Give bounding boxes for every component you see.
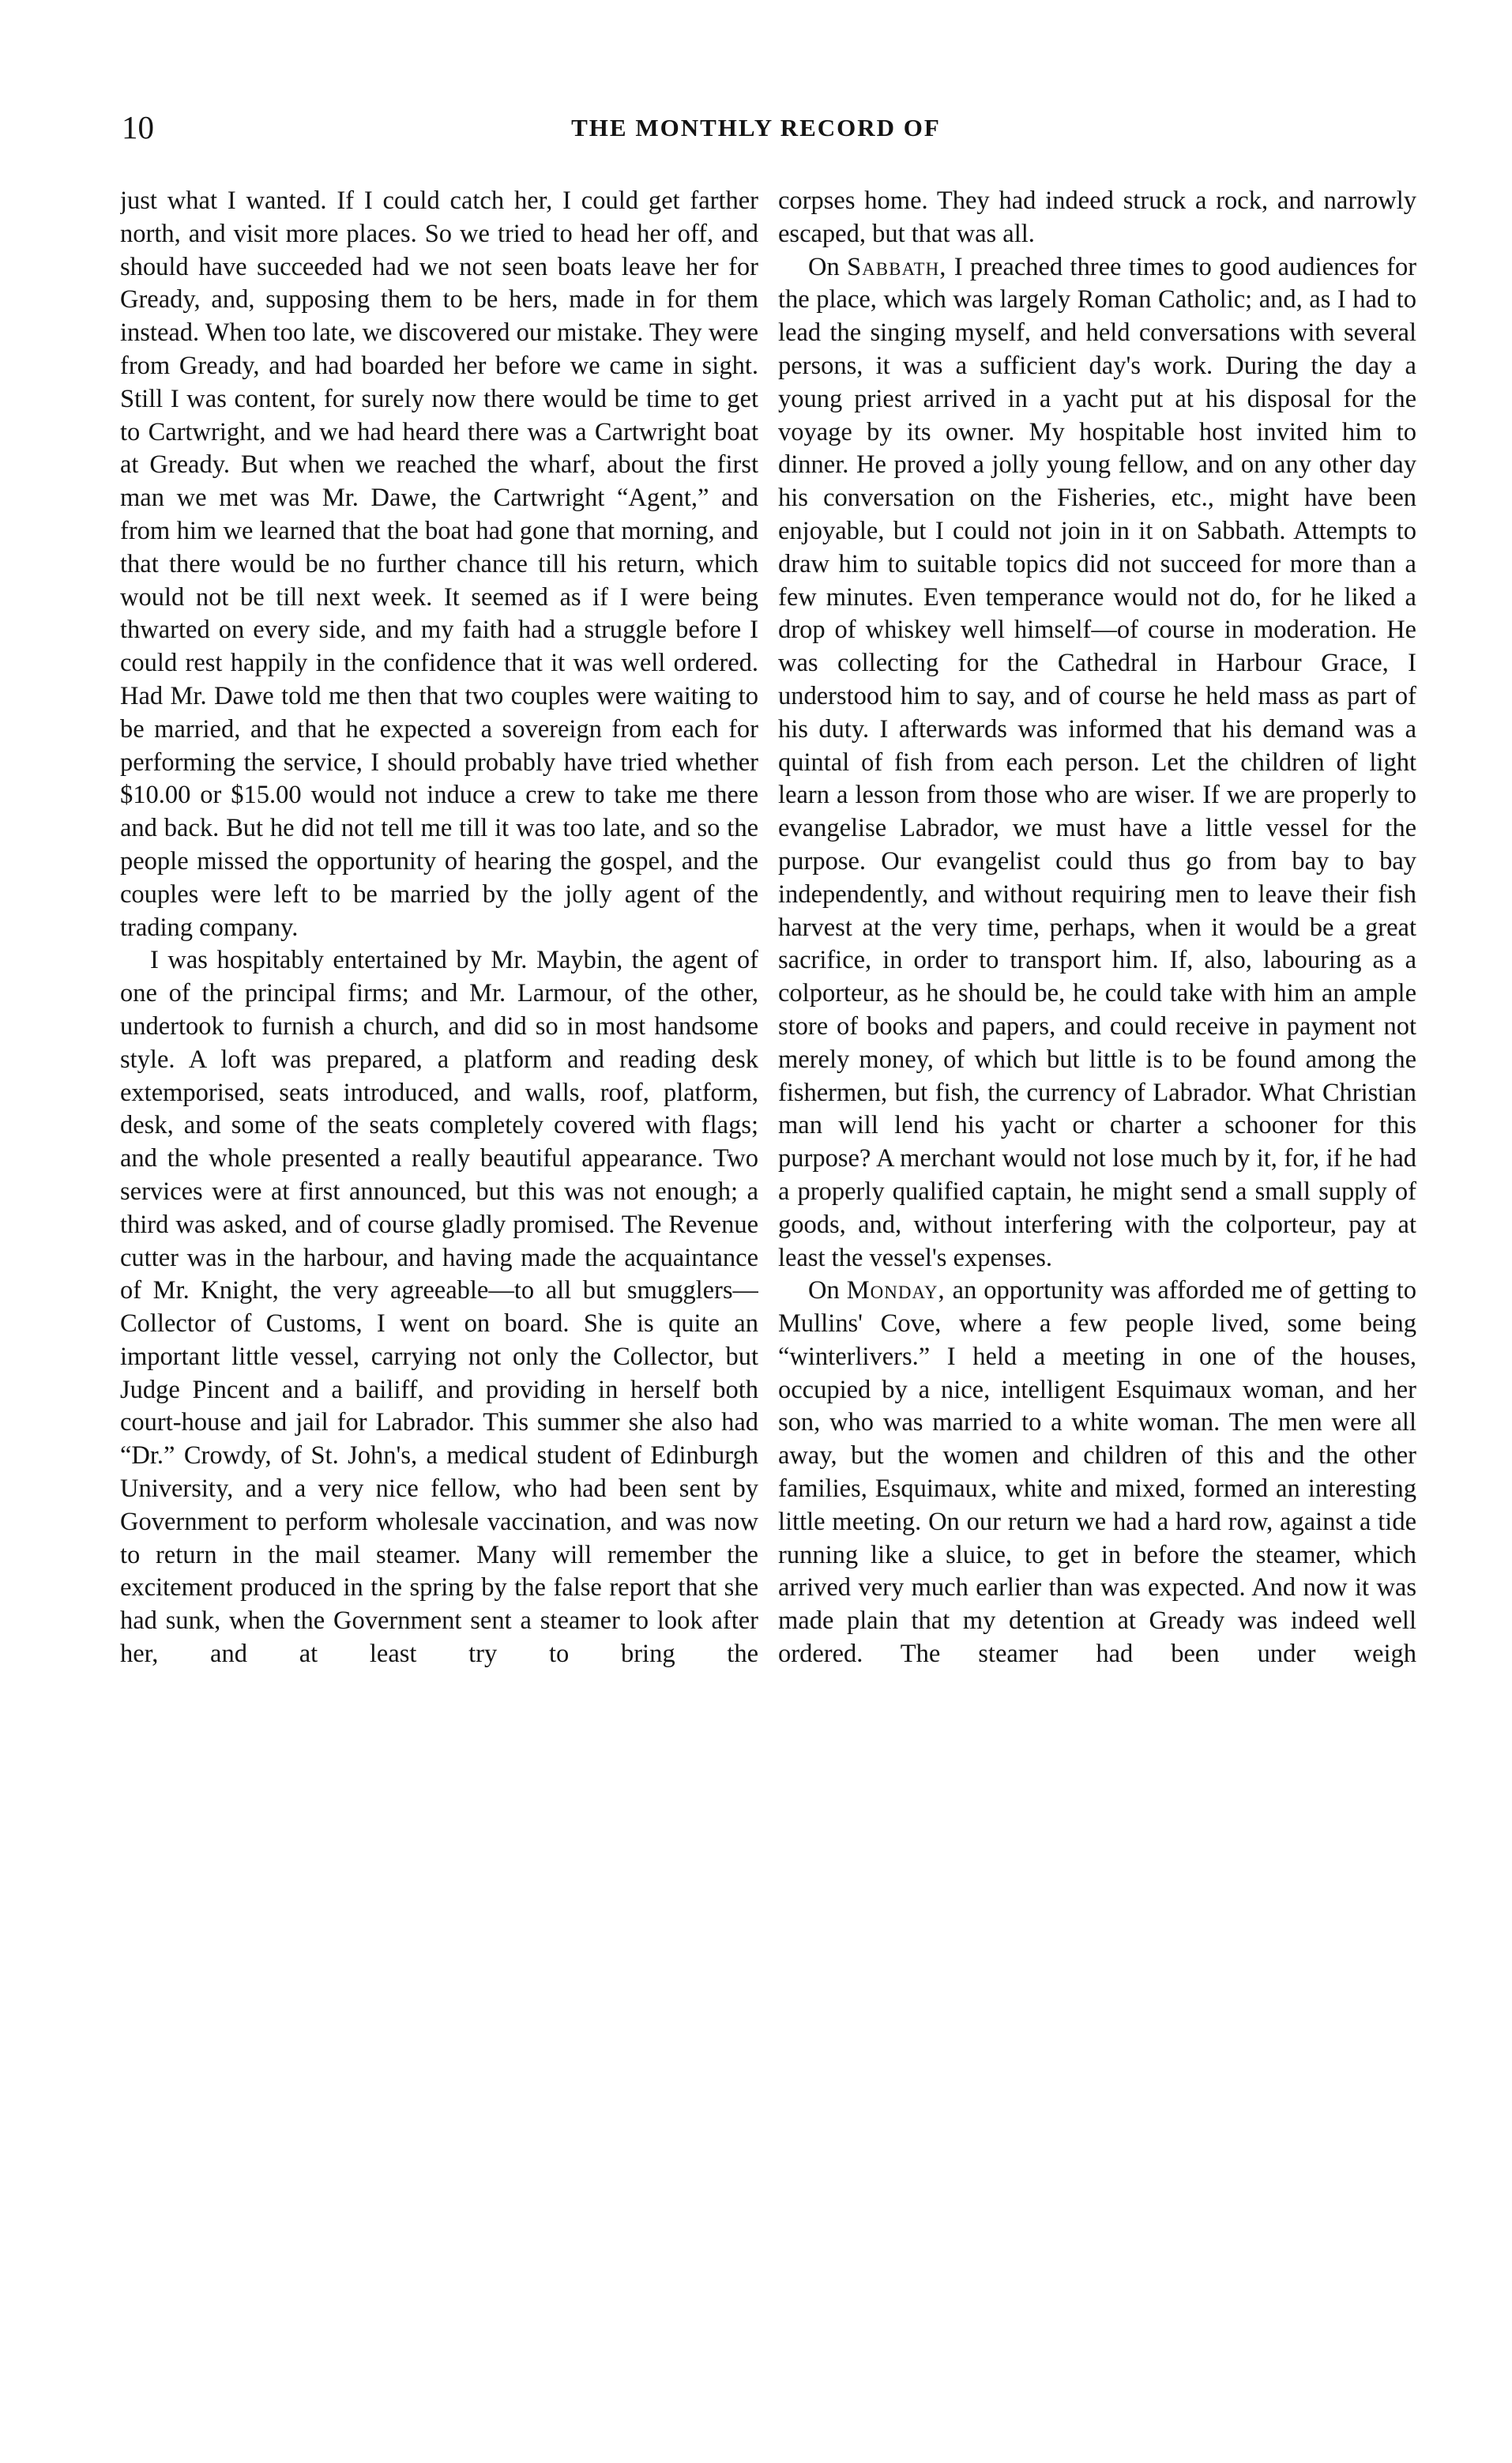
day-sabbath: Sabbath,: [847, 252, 947, 281]
paragraph-maybin: I was hospitably entertained by Mr. Maybin, the agent of one of the principal firms; and Mr. Larmour, of the other, undertook to furnish a church, and did so in most handsome style. A loft was prepared, a platform and reading desk extemporised, seats introduced, and walls, roof, platform, desk, and some of the seats completely covered with flags; and the whole presented a really beautiful appearance. Two services were at first announced, but this was not enough; a third was asked, and of course gladly promised. The Revenue cutter was in the harbour, and having made the acquaintance of Mr. Knight, the very agreeable—to all but smugglers—Collector of Customs, I went on board. She is quite an important little vessel, carrying not only the Collector, but Judge Pincent and a bailiff, and providing in herself both court-house and jail for Labrador. This summer she also had “Dr.” Crowdy, of St. John's, a medical student of Edinburgh University, and a very nice fellow, who had been sent by Government to perform wholesale vaccination, and was now to return in the mail steamer. Many will remember the excitement produced in the spring by the false report that she had sunk, when the Government sent a steamer to look after her, and at least try to bring the: [120, 946, 758, 1669]
day-monday: Monday,: [846, 1276, 946, 1305]
paragraph-sabbath-text: I preached three times to good audiences for the place, which was largely Roman Catholic; and, as I had to lead the singing myself, and held conversations with several persons, it was a sufficient day's work. During the day a young priest arrived in a yacht put at his disposal for the voyage by its owner. My hospitable host invited him to dinner. He proved a jolly young fellow, and on any other day his conversation on the Fisheries, etc., might have been enjoyable, but I could not join in it on Sabbath. Attempts to draw him to suitable topics did not succeed for more than a few minutes. Even temperance would not do, for he liked a drop of whiskey well himself—of course in moderation. He was collecting for the Cathedral in Harbour Grace, I understood him to say, and of course he held mass as part of his duty. I afterwards was informed that his demand was a quintal of fish from each person. Let the children of light learn a lesson from those who are wiser. If we are properly to evangelise Labrador, we must have a little vessel for the purpose. Our evangelist could thus go from bay to bay independently, and without requiring men to leave their fish harvest at the very time, perhaps, when it would be a great sacrifice, in order to transport him. If, also, labouring as a colporteur, as he should be, he could take with him an ample store of books and papers, and could receive in payment not merely money, of which but little is to be found among the fishermen, but fish, the currency of Labrador. What Christian man will lend his yacht or charter a schooner for this purpose? A merchant would not lose much by it, for, if he had a properly qualified captain, he might send a small supply of goods, and, without interfering with the colporteur, pay at least the vessel's expenses.: [778, 252, 1416, 1272]
paragraph-sabbath: [778, 251, 1416, 1275]
paragraph-monday-text: an opportunity was afforded me of getting to Mullins' Cove, where a few people lived, some being “winterlivers.” I held a meeting in one of the houses, occupied by a nice, intelligent Esquimaux woman, and her son, who was married to a white woman. The men were all away, but the women and children of this and the other families, Esquimaux, white and mixed, formed an interesting little meeting. On our return we had a hard row, against a tide running like a sluice, to get in before the steamer, which arrived very much earlier than was expected. And now it was made plain that my detention at Gready was indeed well ordered. The steamer had been under weigh: [778, 1276, 1416, 1669]
page-header: [118, 107, 1394, 147]
paragraph-continued: just what I wanted. If I could catch her, I could get farther north, and visit more places. So we tried to head her off, and should have succeeded had we not seen boats leave her for Gready, and, supposing them to be hers, made in for them instead. When too late, we discovered our mistake. They were from Gready, and had boarded her before we came in sight. Still I was content, for surely now there would be time to get to Cartwright, and we had heard there was a Cartwright boat at Gready. But when we reached the wharf, about the first man we met was Mr. Dawe, the Cartwright “Agent,” and from him we learned that the boat had gone that morning, and that there would be no further chance till his return, which would not be till next week. It seemed as if I were being thwarted on every side, and my faith had a struggle before I could rest happily in the confidence that it was well ordered. Had Mr. Dawe told me then that two couples were waiting to be married, and that he expected a sovereign from each for performing the service, I should probably have tried whether $10.00 or $15.00 would not induce a crew to take me there and back. But he did not tell me till it was too late, and so the people missed the opportunity of hearing the gospel, and the couples were left to be married by the jolly agent of the trading company.: [120, 186, 758, 942]
paragraph-lead-word: On: [808, 1276, 840, 1305]
running-title: THE MONTHLY RECORD OF: [571, 114, 941, 141]
page-number: 10: [122, 109, 154, 145]
paragraph-lead-word: On: [808, 252, 840, 281]
paragraph-monday: [778, 1275, 1416, 1671]
paragraph-corpses: corpses home. They had indeed struck a rock, and narrowly escaped, but that was all.: [778, 186, 1416, 248]
left-column: [120, 185, 758, 2429]
right-column: [778, 185, 1416, 2429]
